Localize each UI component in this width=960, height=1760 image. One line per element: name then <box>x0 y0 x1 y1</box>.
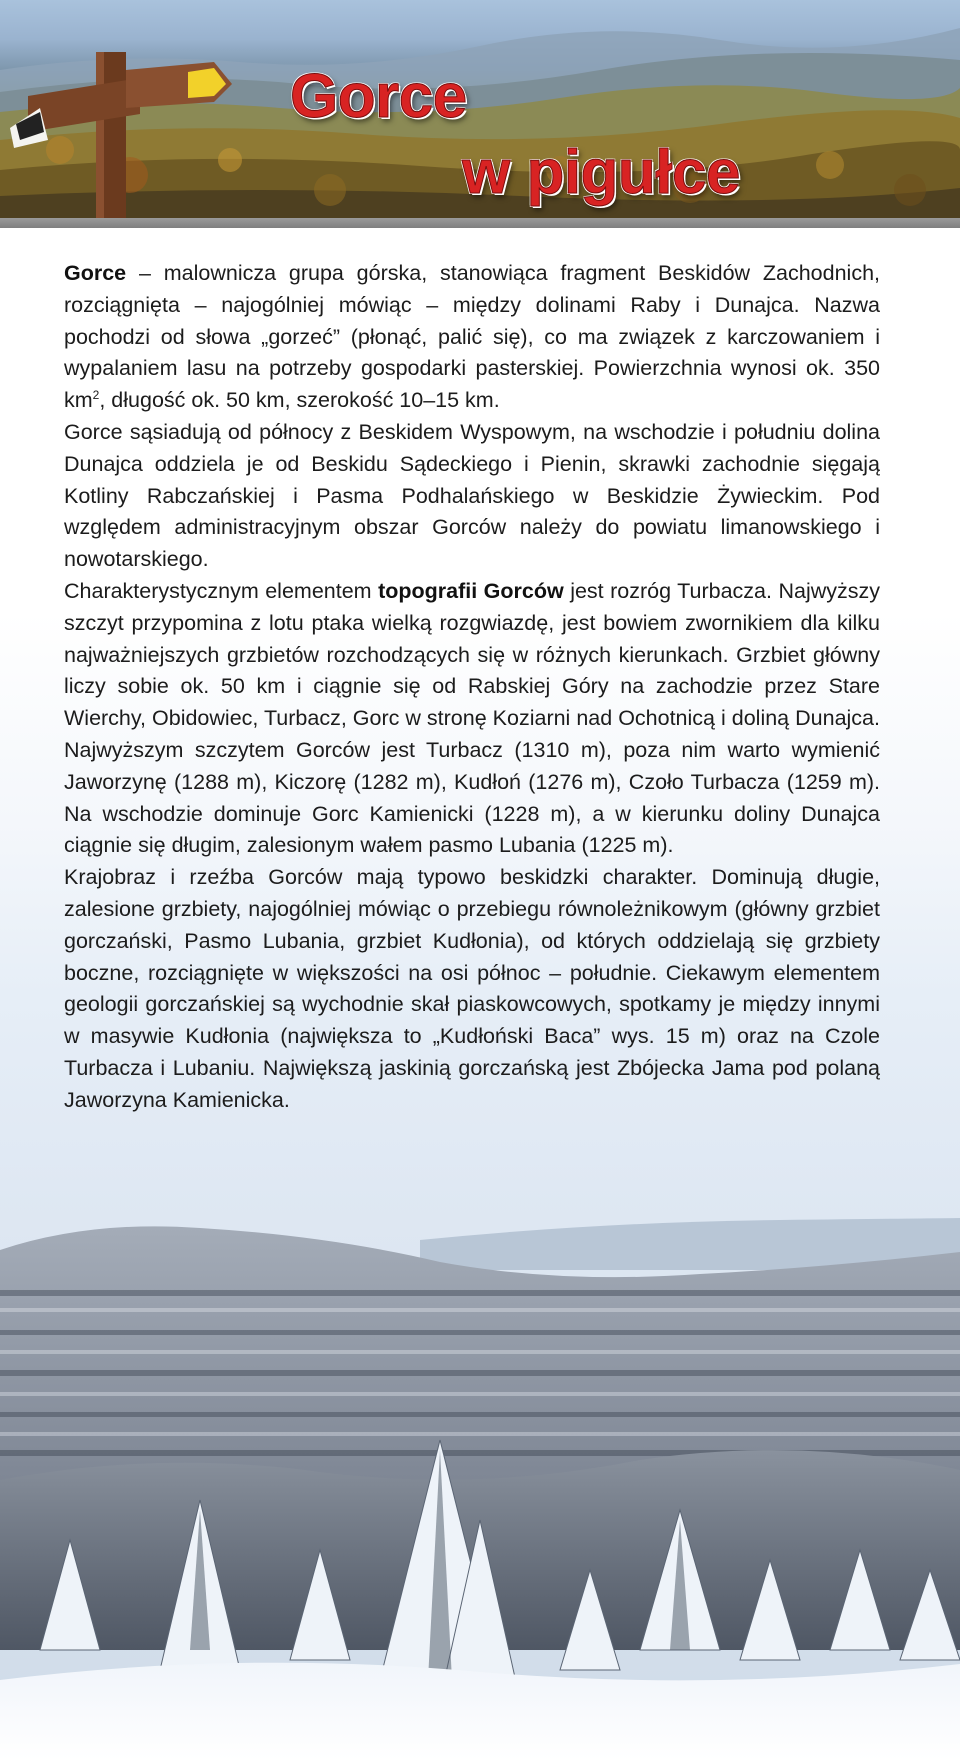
paragraph-neighbors: Gorce sąsiadują od północy z Beskidem Wyspowym, na wschodzie i południu dolina Dunajca oddziela je od Beskidu Sądeckiego i Pienin, skrawki zachodnie sięgają Kotliny Rabczańskiej i Pasma Podhalańskiego w Beskidzie Żywieckim. Pod względem administracyjnym obszar Gorców należy do powiatu limanowskiego i nowotarskiego. <box>64 419 880 572</box>
paragraph-topography <box>64 576 880 862</box>
paragraph-intro <box>64 258 880 417</box>
topography-text-start: Charakterystycznym elementem <box>64 578 379 603</box>
article-body <box>64 258 880 1117</box>
title-line-2: w pigułce <box>462 138 740 207</box>
snowy-mountain-image <box>0 1180 960 1760</box>
topography-term: topografii Gorców <box>378 578 564 603</box>
intro-text-end: , długość ok. 50 km, szerokość 10–15 km. <box>99 388 500 413</box>
winter-forest-photo <box>0 1180 960 1760</box>
intro-text: – malownicza grupa górska, stanowiąca fragment Beskidów Zachodnich, rozciągnięta – najogólniej mówiąc – między dolinami Raby i Dunajca. Nazwa pochodzi od słowa „gorzeć” (płonąć, palić się), co ma związek z karczowaniem i wypalaniem lasu na potrzeby gospodarki pasterskiej. Powierzchnia wynosi ok. 350 km <box>64 261 880 413</box>
paragraph-landscape: Krajobraz i rzeźba Gorców mają typowo beskidzki charakter. Dominują długie, zalesione grzbiety, najogólniej mówiąc o przebiegu równoleżnikowym (główny grzbiet gorczański, Pasmo Lubania, grzbiet Kudłonia), od których oddzielają się grzbiety boczne, rozciągnięte w większości na osi północ – południe. Ciekawym elementem geologii gorczańskiej są wychodnie skał piaskowcowych, spotkamy je między innymi w masywie Kudłonia (największa to „Kudłoński Baca” wys. 15 m) oraz na Czole Turbacza i Lubaniu. Największą jaskinią gorczańską jest Zbójecka Jama pod polaną Jaworzyna Kamienicka. <box>64 865 880 1112</box>
superscript: 2 <box>92 388 100 403</box>
title-line-1: Gorce <box>290 62 467 131</box>
banner-divider <box>0 218 960 228</box>
topography-text: jest rozróg Turbacza. Najwyższy szczyt przypomina z lotu ptaka wielką rozgwiazdę, jest bowiem zwornikiem dla kilku najważniejszych grzbietów rozchodzących się w różnych kierunkach. Grzbiet główny liczy sobie ok. 50 km i ciągnie się od Rabskiej Góry na zachodzie przez Stare Wierchy, Obidowiec, Turbacz, Gorc w stronę Koziarni nad Ochotnicą i doliną Dunajca. Najwyższym szczytem Gorców jest Turbacz (1310 m), poza nim warto wymienić Jaworzynę (1288 m), Kiczorę (1282 m), Kudłoń (1276 m), Czoło Turbacza (1259 m). Na wschodzie dominuje Gorc Kamienicki (1228 m), a w kierunku doliny Dunajca ciągnie się długim, zalesionym wałem pasmo Lubania (1225 m). <box>64 578 880 858</box>
lead-term: Gorce <box>64 261 127 285</box>
header-banner <box>0 0 960 218</box>
